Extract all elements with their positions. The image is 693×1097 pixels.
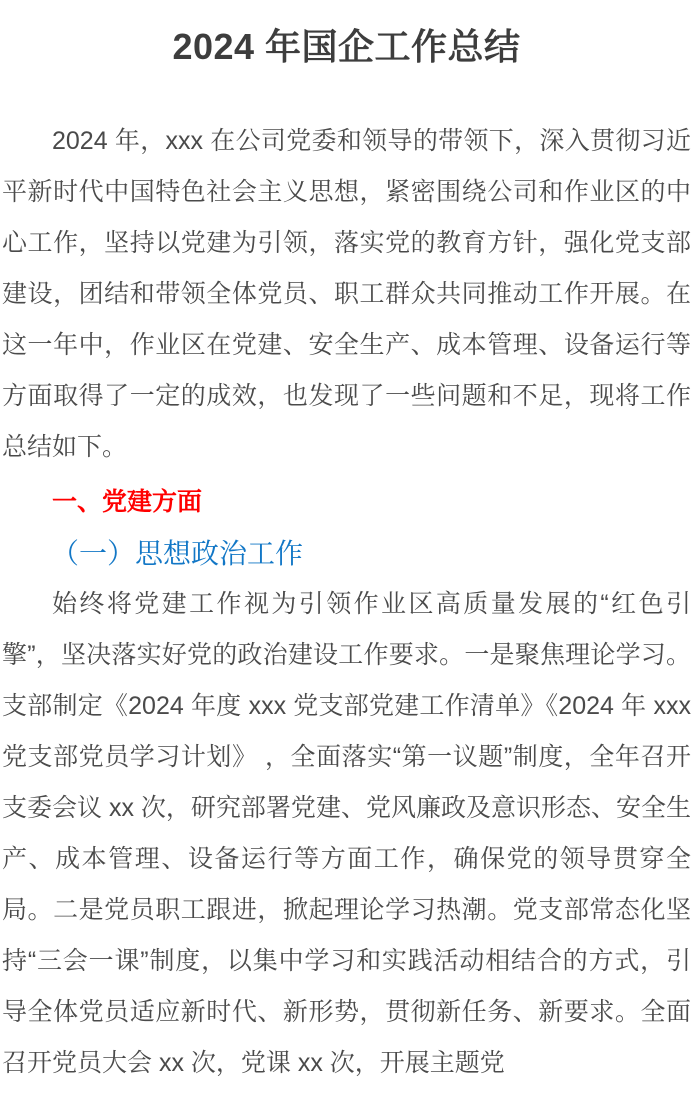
- ideology-work-paragraph: 始终将党建工作视为引领作业区高质量发展的“红色引擎”，坚决落实好党的政治建设工作要求。一是聚焦理论学习。支部制定《2024 年度 xxx 党支部党建工作清单》《2024 年 xxx 党支部党员学习计划》 ，全面落实“第一议题”制度，全年召开支委会议 xx 次，研究部署党建、党风廉政及意识形态、安全生产、成本管理、设备运行等方面工作，确保党的领导贯穿全局。二是党员职工跟进，掀起理论学习热潮。党支部常态化坚持“三会一课”制度，以集中学习和实践活动相结合的方式，引导全体党员适应新时代、新形势，贯彻新任务、新要求。全面召开党员大会 xx 次，党课 xx 次，开展主题党: [2, 590, 691, 1077]
- document-page: [0, 24, 693, 1097]
- section-heading-party-building: 一、党建方面: [52, 488, 203, 516]
- document-title: 2024 年国企工作总结: [172, 26, 521, 67]
- intro-paragraph: 2024 年，xxx 在公司党委和领导的带领下，深入贯彻习近平新时代中国特色社会主义思想，紧密围绕公司和作业区的中心工作，坚持以党建为引领，落实党的教育方针，强化党支部建设，团结和带领全体党员、职工群众共同推动工作开展。在这一年中，作业区在党建、安全生产、成本管理、设备运行等方面取得了一定的成效，也发现了一些问题和不足，现将工作总结如下。: [2, 127, 691, 461]
- subsection-heading-ideological-political-work: （一）思想政治工作: [51, 538, 304, 569]
